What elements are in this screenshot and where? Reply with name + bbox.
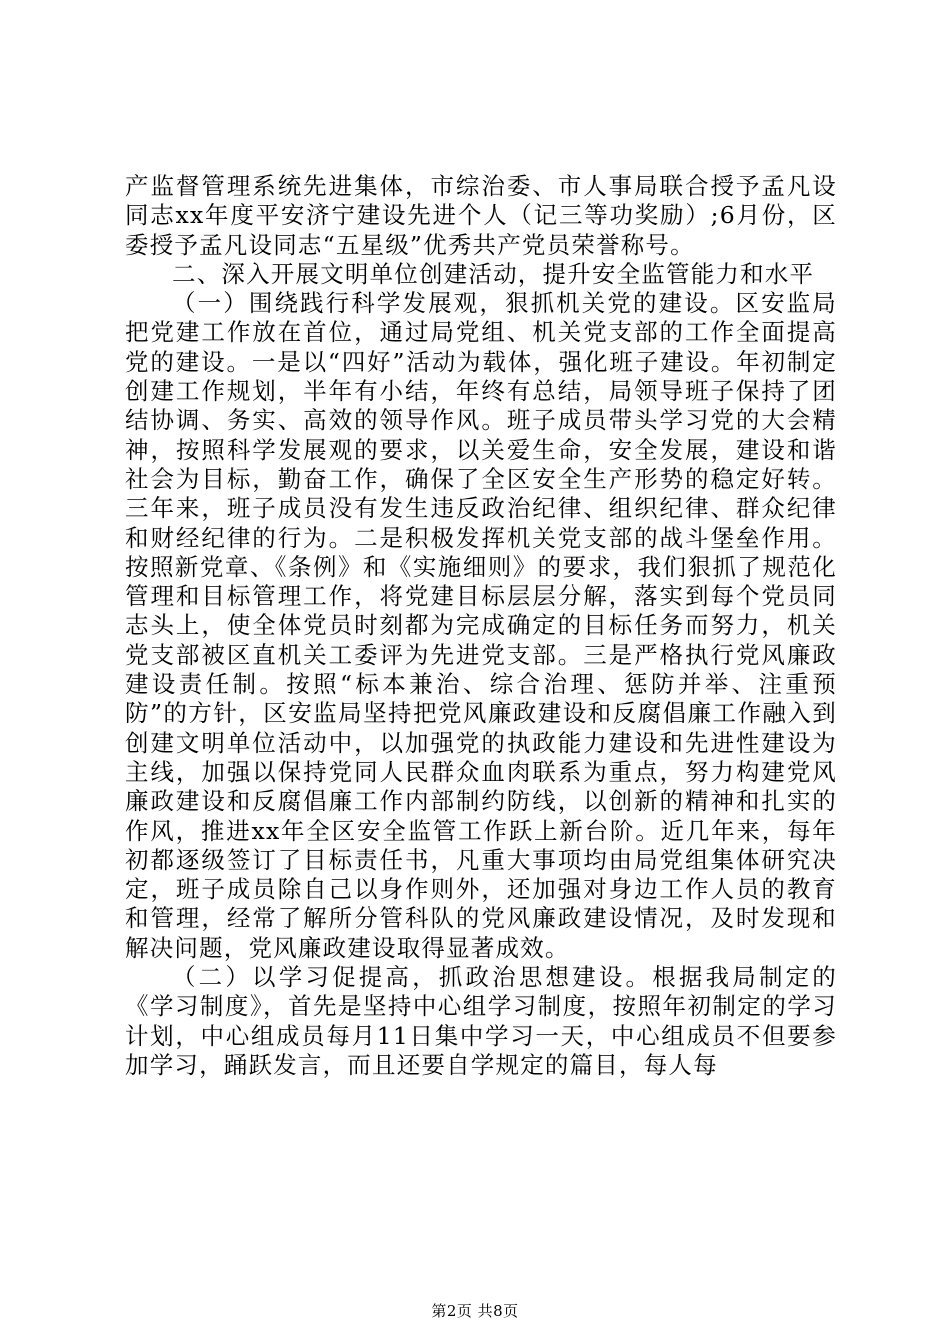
- paragraph-continued: 产监督管理系统先进集体，市综治委、市人事局联合授予孟凡设同志xx年度平安济宁建设先进个人（记三等功奖励）;6月份，区委授予孟凡设同志“五星级”优秀共产党员荣誉称号。: [125, 172, 837, 259]
- page-number-footer: 第2页 共8页: [431, 1302, 519, 1320]
- paragraph-study: （二）以学习促提高，抓政治思想建设。根据我局制定的《学习制度》，首先是坚持中心组学习制度，按照年初制定的学习计划，中心组成员每月11日集中学习一天，中心组成员不但要参加学习，踊跃发言，而且还要自学规定的篇目，每人每: [125, 963, 837, 1079]
- paragraph-party-building: （一）围绕践行科学发展观，狠抓机关党的建设。区安监局把党建工作放在首位，通过局党组、机关党支部的工作全面提高党的建设。一是以“四好”活动为载体，强化班子建设。年初制定创建工作规划，半年有小结，年终有总结，局领导班子保持了团结协调、务实、高效的领导作风。班子成员带头学习党的大会精神，按照科学发展观的要求，以关爱生命，安全发展，建设和谐社会为目标，勤奋工作，确保了全区安全生产形势的稳定好转。三年来，班子成员没有发生违反政治纪律、组织纪律、群众纪律和财经纪律的行为。二是积极发挥机关党支部的战斗堡垒作用。按照新党章、《条例》和《实施细则》的要求，我们狠抓了规范化管理和目标管理工作，将党建目标层层分解，落实到每个党员同志头上，使全体党员时刻都为完成确定的目标任务而努力，机关党支部被区直机关工委评为先进党支部。三是严格执行党风廉政建设责任制。按照“标本兼治、综合治理、惩防并举、注重预防”的方针，区安监局坚持把党风廉政建设和反腐倡廉工作融入到创建文明单位活动中，以加强党的执政能力建设和先进性建设为主线，加强以保持党同人民群众血肉联系为重点，努力构建党风廉政建设和反腐倡廉工作内部制约防线，以创新的精神和扎实的作风，推进xx年全区安全监管工作跃上新台阶。近几年来，每年初都逐级签订了目标责任书，凡重大事项均由局党组集体研究决定，班子成员除自己以身作则外，还加强对身边工作人员的教育和管理，经常了解所分管科队的党风廉政建设情况，及时发现和解决问题，党风廉政建设取得显著成效。: [125, 289, 837, 962]
- document-body: [125, 172, 837, 1080]
- section-heading: 二、深入开展文明单位创建活动，提升安全监管能力和水平: [172, 259, 815, 288]
